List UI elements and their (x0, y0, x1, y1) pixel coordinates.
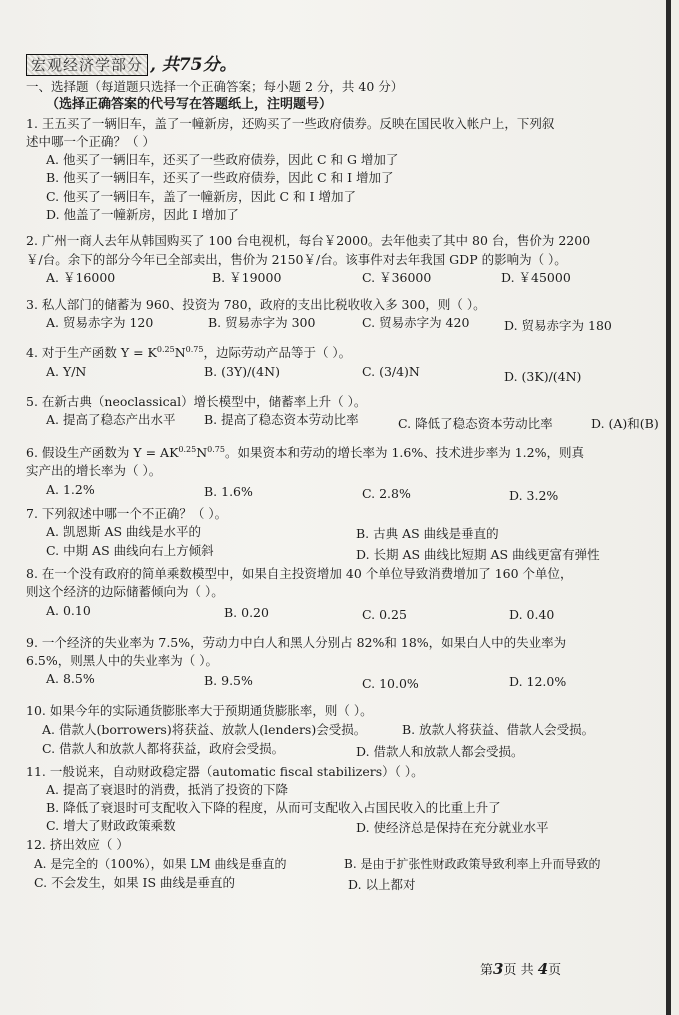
exam-content (26, 52, 658, 893)
question-stem: 3. 私人部门的储蓄为 960、投资为 780，政府的支出比税收收入多 300，则（ ）。 (26, 296, 486, 312)
question-stem: ￥/台。余下的部分今年已全部卖出，售价为 2150￥/台。该事件对去年我国 GDP 的影响为（ ）。 (26, 251, 567, 267)
option: B. 古典 AS 曲线是垂直的 (356, 526, 499, 542)
question-stem: 12. 挤出效应（ ） (26, 837, 129, 853)
question-stem: 6.5%，则黑人中的失业率为（ ）。 (26, 652, 218, 668)
question-12 (26, 836, 658, 892)
question-9 (26, 634, 658, 695)
options-row (26, 523, 658, 542)
option: B. 贸易赤字为 300 (208, 315, 316, 331)
options-row (26, 411, 658, 433)
option: C. 10.0% (362, 676, 419, 692)
question-11 (26, 763, 658, 837)
options-row (26, 602, 658, 626)
option: D. 12.0% (509, 674, 567, 690)
section-stamp: 宏观经济学部分 (26, 54, 148, 76)
section-note: （选择正确答案的代号写在答题纸上，注明题号） (46, 97, 333, 113)
question-7 (26, 505, 658, 561)
question-stem: 10. 如果今年的实际通货膨胀率大于预期通货膨胀率，则（ ）。 (26, 703, 373, 719)
option: D. 长期 AS 曲线比短期 AS 曲线更富有弹性 (356, 547, 600, 563)
question-stem: 4. 对于生产函数 $Y = K^{0.25}N^{0.75}$，边际劳动产品等于（ ）。 (26, 345, 352, 361)
question-stem: 述中哪一个正确？（ ） (26, 133, 155, 149)
question-stem: 6. 假设生产函数为 $Y = AK^{0.25}N^{0.75}$。如果资本和劳动的增长率为 1.6%、技术进步率为 1.2%，则真 (26, 445, 584, 461)
question-stem: 7. 下列叙述中哪一个不正确？（ ）。 (26, 505, 228, 521)
option: B. ￥19000 (212, 269, 282, 285)
question-4 (26, 341, 658, 384)
options-row (26, 817, 658, 836)
option: A. Y/N (46, 363, 87, 379)
options-row (26, 740, 658, 759)
option: D. 使经济总是保持在充分就业水平 (356, 820, 549, 836)
question-stem: 2. 广州一商人去年从韩国购买了 100 台电视机，每台￥2000。去年他卖了其中 80 台，售价为 2200 (26, 233, 591, 249)
options-row (26, 481, 658, 505)
option: D. 0.40 (509, 606, 555, 622)
question-stem: 则这个经济的边际储蓄倾向为（ ）。 (26, 584, 224, 600)
option: B. 放款人将获益、借款人会受损。 (402, 721, 595, 737)
option: B. 他买了一辆旧车，还买了一些政府债券，因此 C 和 I 增加了 (46, 170, 394, 186)
option: C. 借款人和放款人都将获益，政府会受损。 (42, 740, 285, 756)
option: B. (3Y)/(4N) (204, 363, 280, 379)
total-pages: 4 (537, 960, 549, 978)
option: C. 他买了一辆旧车，盖了一幢新房，因此 C 和 I 增加了 (46, 188, 356, 204)
question-1 (26, 115, 658, 225)
option: D. 3.2% (509, 487, 559, 503)
question-6 (26, 441, 658, 505)
options-row (26, 721, 658, 740)
question-2 (26, 232, 658, 288)
option: D. (A)和(B) (591, 416, 659, 432)
option: C. 0.25 (362, 606, 407, 622)
option: D. 他盖了一幢新房，因此 I 增加了 (46, 207, 239, 223)
option: C. 降低了稳态资本劳动比率 (398, 416, 553, 432)
section-title: 一、选择题（每道题只选择一个正确答案；每小题 2 分，共 40 分） (26, 79, 404, 94)
options-row (26, 670, 658, 694)
option: A. 0.10 (46, 602, 91, 618)
question-5 (26, 393, 658, 433)
option: A. 1.2% (46, 481, 95, 497)
option: A. 凯恩斯 AS 曲线是水平的 (46, 524, 202, 540)
option: D. 借款人和放款人都会受损。 (356, 743, 524, 759)
option: C. 增大了财政政策乘数 (46, 818, 176, 834)
option: B. 是由于扩张性财政政策导致利率上升而导致的 (344, 856, 601, 871)
options-row (26, 314, 658, 333)
question-10 (26, 702, 658, 758)
question-3 (26, 296, 658, 333)
question-8 (26, 565, 658, 626)
option: A. 贸易赤字为 120 (46, 315, 154, 331)
option: D. 贸易赤字为 180 (504, 318, 612, 334)
option: C. 中期 AS 曲线向右上方倾斜 (46, 543, 214, 559)
option: D. (3K)/(4N) (504, 368, 582, 384)
question-stem: 5. 在新古典（neoclassical）增长模型中，储蓄率上升（ ）。 (26, 393, 367, 409)
option: D. 以上都对 (348, 876, 416, 892)
option: A. 提高了稳态产出水平 (46, 412, 176, 428)
option: C. ￥36000 (362, 269, 432, 285)
option: C. 贸易赤字为 420 (362, 315, 470, 331)
options-row (26, 269, 658, 288)
option: C. (3/4)N (362, 363, 420, 379)
question-stem: 11. 一般说来，自动财政稳定器（automatic fiscal stabilizers）（ ）。 (26, 763, 424, 779)
option: B. 提高了稳态资本劳动比率 (204, 412, 359, 428)
question-stem: 9. 一个经济的失业率为 7.5%，劳动力中白人和黑人分别占 82%和 18%，如果白人中的失业率为 (26, 634, 567, 650)
option: A. 他买了一辆旧车，还买了一些政府债券，因此 C 和 G 增加了 (46, 152, 399, 168)
section-header (26, 52, 658, 78)
options-row (26, 542, 658, 561)
question-stem: 8. 在一个没有政府的简单乘数模型中，如果自主投资增加 40 个单位导致消费增加了 160 个单位， (26, 566, 573, 582)
option: A. 是完全的（100%），如果 LM 曲线是垂直的 (34, 856, 287, 871)
option: A. 提高了衰退时的消费，抵消了投资的下降 (46, 781, 288, 797)
page-number: 第3页 共 4页 (480, 960, 562, 978)
options-row (26, 855, 658, 874)
option: B. 0.20 (224, 604, 269, 620)
option: A. ￥16000 (46, 269, 116, 285)
total-score: , 共75分。 (150, 54, 237, 75)
options-row (26, 874, 658, 893)
current-page: 3 (493, 960, 504, 978)
page-edge-shadow (666, 0, 671, 1015)
option: A. 借款人(borrowers)将获益、放款人(lenders)会受损。 (42, 721, 367, 737)
option: C. 2.8% (362, 485, 411, 501)
question-stem: 实产出的增长率为（ ）。 (26, 463, 162, 479)
option: A. 8.5% (46, 671, 95, 687)
option: B. 9.5% (204, 673, 253, 689)
question-stem: 1. 王五买了一辆旧车，盖了一幢新房，还购买了一些政府债券。反映在国民收入帐户上，下列叙 (26, 115, 555, 131)
option: B. 1.6% (204, 483, 253, 499)
option: B. 降低了衰退时可支配收入下降的程度，从而可支配收入占国民收入的比重上升了 (46, 800, 501, 816)
options-row (26, 363, 658, 385)
option: D. ￥45000 (501, 269, 571, 285)
option: C. 不会发生，如果 IS 曲线是垂直的 (34, 874, 236, 890)
